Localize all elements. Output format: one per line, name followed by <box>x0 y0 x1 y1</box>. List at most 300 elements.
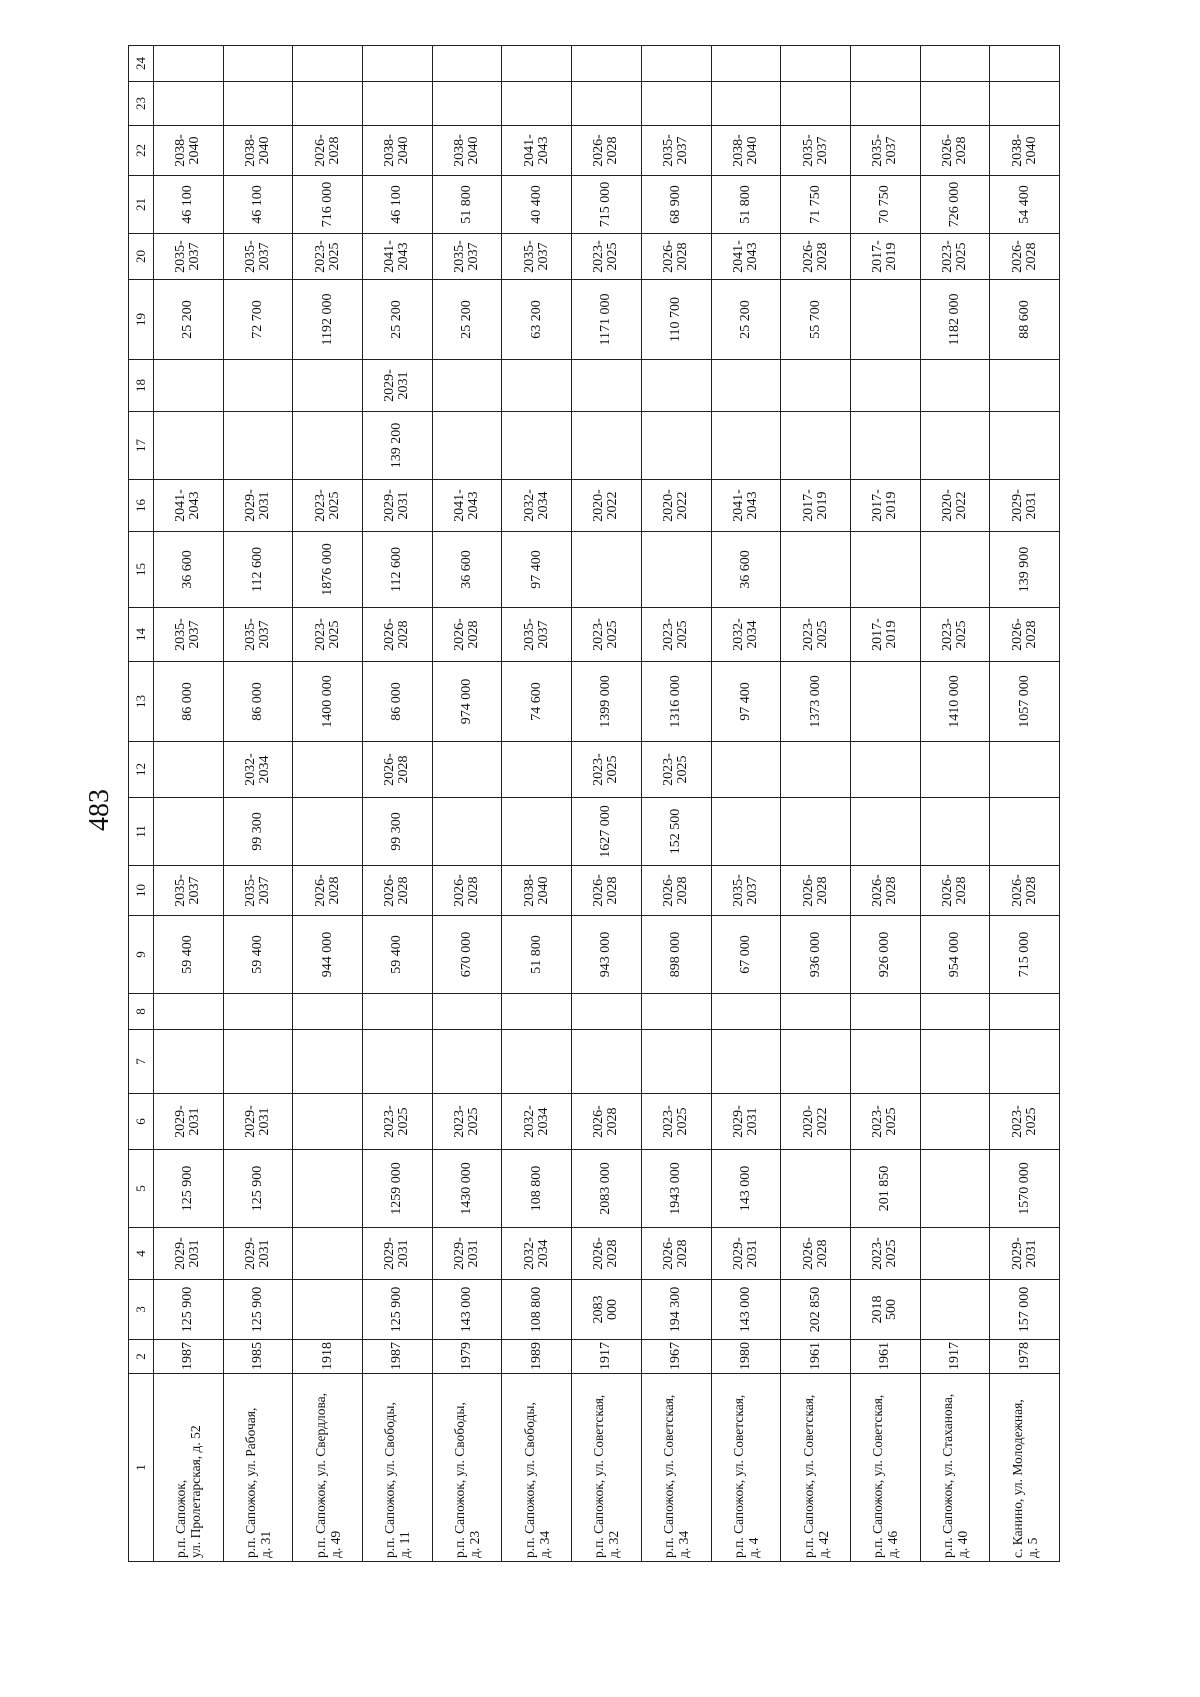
table-cell <box>920 1030 990 1094</box>
table-cell <box>641 360 711 412</box>
table-cell <box>781 916 851 994</box>
cell-value: 25 200 <box>389 300 405 339</box>
table-cell <box>781 360 851 412</box>
cell-value: 143 000 <box>737 1286 753 1333</box>
column-header-24: 24 <box>129 46 154 82</box>
table-cell <box>223 360 293 412</box>
cell-value: 202 850 <box>807 1286 823 1333</box>
table-cell <box>920 176 990 234</box>
cell-value: 2023- 2025 <box>939 618 969 651</box>
table-cell <box>223 412 293 480</box>
table-cell <box>502 608 572 662</box>
cell-value: 1876 000 <box>319 543 335 596</box>
cell-value: 108 800 <box>528 1286 544 1333</box>
cell-value: 70 750 <box>877 185 893 224</box>
table-cell <box>711 1228 781 1280</box>
table-cell <box>363 532 433 608</box>
table-cell <box>154 1150 224 1228</box>
table-cell <box>432 1228 502 1280</box>
cell-value: 2029- 2031 <box>730 1105 760 1138</box>
cell-value: 125 900 <box>250 1165 266 1212</box>
cell-value: 51 800 <box>528 935 544 974</box>
cell-value: 1989 <box>528 1342 544 1370</box>
table-cell <box>920 480 990 532</box>
table-cell <box>502 1340 572 1374</box>
table-cell <box>572 1280 642 1340</box>
table-cell <box>711 742 781 798</box>
table-cell <box>502 480 572 532</box>
table-cell <box>154 360 224 412</box>
address-cell <box>920 1374 990 1562</box>
address-cell <box>572 1374 642 1562</box>
table-cell <box>850 480 920 532</box>
cell-value: 2017- 2019 <box>870 489 900 522</box>
cell-value: 2083 000 <box>598 1162 614 1215</box>
table-cell <box>641 46 711 82</box>
address-cell <box>432 1374 502 1562</box>
cell-value: 139 900 <box>1016 546 1032 593</box>
cell-value: 1400 000 <box>319 675 335 728</box>
table-cell <box>432 82 502 126</box>
column-header-18: 18 <box>129 360 154 412</box>
column-header-16: 16 <box>129 480 154 532</box>
table-cell <box>920 662 990 742</box>
table-cell <box>363 1094 433 1150</box>
cell-value: 97 400 <box>737 682 753 721</box>
table-cell <box>781 798 851 866</box>
table-cell <box>154 176 224 234</box>
table-cell <box>781 46 851 82</box>
cell-value: 194 300 <box>668 1286 684 1333</box>
table-row <box>223 46 293 1562</box>
cell-value: 2035- 2037 <box>243 874 273 907</box>
cell-value: 2038- 2040 <box>521 874 551 907</box>
table-cell <box>850 532 920 608</box>
cell-value: 1985 <box>250 1342 266 1370</box>
table-cell <box>781 994 851 1030</box>
table-cell <box>781 480 851 532</box>
table-cell <box>502 176 572 234</box>
cell-value: 2038- 2040 <box>452 134 482 167</box>
cell-value: 1399 000 <box>598 675 614 728</box>
table-cell <box>502 916 572 994</box>
cell-value: 46 100 <box>389 185 405 224</box>
table-cell <box>293 176 363 234</box>
table-cell <box>293 480 363 532</box>
table-cell <box>154 532 224 608</box>
cell-value: 1316 000 <box>668 675 684 728</box>
table-cell <box>432 1340 502 1374</box>
table-cell <box>432 742 502 798</box>
column-header-7: 7 <box>129 1030 154 1094</box>
table-cell <box>781 1228 851 1280</box>
address-cell <box>990 1374 1060 1562</box>
table-cell <box>223 176 293 234</box>
table-cell <box>293 608 363 662</box>
table-row <box>363 46 433 1562</box>
table-cell <box>572 176 642 234</box>
cell-value: 125 900 <box>389 1286 405 1333</box>
table-cell <box>432 46 502 82</box>
table-cell <box>850 608 920 662</box>
cell-value: 2032- 2034 <box>521 489 551 522</box>
table-cell <box>432 480 502 532</box>
cell-value: 2023- 2025 <box>661 618 691 651</box>
address-cell <box>850 1374 920 1562</box>
table-cell <box>293 234 363 280</box>
table-cell <box>920 916 990 994</box>
table-cell <box>850 798 920 866</box>
column-header-12: 12 <box>129 742 154 798</box>
column-header-15: 15 <box>129 532 154 608</box>
cell-value: 54 400 <box>1016 185 1032 224</box>
table-cell <box>502 1228 572 1280</box>
column-header-5: 5 <box>129 1150 154 1228</box>
cell-value: 2026- 2028 <box>452 874 482 907</box>
table-cell <box>154 994 224 1030</box>
cell-value: 1917 <box>946 1342 962 1370</box>
table-cell <box>432 662 502 742</box>
cell-value: 2026- 2028 <box>1009 240 1039 273</box>
table-cell <box>432 608 502 662</box>
cell-value: 2017- 2019 <box>870 240 900 273</box>
table-cell <box>363 1030 433 1094</box>
rotated-table-wrapper <box>128 57 1060 1562</box>
table-cell <box>990 46 1060 82</box>
cell-value: 99 300 <box>389 812 405 851</box>
table-row <box>502 46 572 1562</box>
table-cell <box>990 866 1060 916</box>
cell-value: 936 000 <box>807 931 823 978</box>
table-cell <box>850 1094 920 1150</box>
table-cell <box>154 1094 224 1150</box>
table-cell <box>850 1228 920 1280</box>
table-cell <box>990 742 1060 798</box>
cell-value: 1627 000 <box>598 805 614 858</box>
cell-value: 2023- 2025 <box>870 1237 900 1270</box>
table-cell <box>781 176 851 234</box>
table-cell <box>572 360 642 412</box>
cell-value: 36 600 <box>180 550 196 589</box>
cell-value: 1987 <box>389 1342 405 1370</box>
cell-value: 2023- 2025 <box>382 1105 412 1138</box>
table-cell <box>154 608 224 662</box>
table-cell <box>502 742 572 798</box>
table-cell <box>781 1280 851 1340</box>
table-cell <box>641 1280 711 1340</box>
table-cell <box>572 798 642 866</box>
cell-value: 2035- 2037 <box>173 240 203 273</box>
table-cell <box>572 608 642 662</box>
table-cell <box>432 532 502 608</box>
cell-value: 2026- 2028 <box>661 240 691 273</box>
table-cell <box>502 1094 572 1150</box>
cell-value: 2026- 2028 <box>312 874 342 907</box>
table-cell <box>990 176 1060 234</box>
address-cell <box>154 1374 224 1562</box>
table-cell <box>572 866 642 916</box>
cell-value: 2041- 2043 <box>452 489 482 522</box>
table-cell <box>223 916 293 994</box>
table-row <box>990 46 1060 1562</box>
cell-value: 51 800 <box>459 185 475 224</box>
table-cell <box>293 412 363 480</box>
cell-value: 943 000 <box>598 931 614 978</box>
table-cell <box>154 1280 224 1340</box>
table-cell <box>641 1340 711 1374</box>
table-cell <box>154 412 224 480</box>
cell-value: 25 200 <box>180 300 196 339</box>
table-cell <box>223 126 293 176</box>
address-cell <box>711 1374 781 1562</box>
cell-value: 1259 000 <box>389 1162 405 1215</box>
cell-value: 2026- 2028 <box>312 134 342 167</box>
table-cell <box>850 1030 920 1094</box>
table-cell <box>641 532 711 608</box>
table-cell <box>502 280 572 360</box>
cell-value: 2038- 2040 <box>1009 134 1039 167</box>
cell-value: 2041- 2043 <box>382 240 412 273</box>
table-cell <box>572 742 642 798</box>
table-cell <box>920 360 990 412</box>
column-header-13: 13 <box>129 662 154 742</box>
cell-value: 2029- 2031 <box>382 369 412 402</box>
header-row <box>129 46 154 1562</box>
table-cell <box>223 608 293 662</box>
table-cell <box>502 866 572 916</box>
table-cell <box>781 1094 851 1150</box>
column-header-22: 22 <box>129 126 154 176</box>
table-cell <box>293 1280 363 1340</box>
cell-value: р.п. Сапожок, ул. Свободы, д. 23 <box>452 1402 483 1558</box>
cell-value: 2026- 2028 <box>382 874 412 907</box>
cell-value: 2026- 2028 <box>800 240 830 273</box>
cell-value: 2020- 2022 <box>661 489 691 522</box>
table-cell <box>293 280 363 360</box>
cell-value: р.п. Сапожок, ул. Советская, д. 34 <box>661 1394 692 1558</box>
table-cell <box>363 798 433 866</box>
table-cell <box>223 1340 293 1374</box>
table-cell <box>920 412 990 480</box>
table-cell <box>711 234 781 280</box>
cell-value: 974 000 <box>459 678 475 725</box>
table-cell <box>223 1030 293 1094</box>
cell-value: 2026- 2028 <box>1009 874 1039 907</box>
table-cell <box>572 1228 642 1280</box>
table-cell <box>711 1340 781 1374</box>
address-cell <box>293 1374 363 1562</box>
table-cell <box>154 1030 224 1094</box>
cell-value: 1961 <box>877 1342 893 1370</box>
cell-value: 2035- 2037 <box>661 134 691 167</box>
cell-value: 1987 <box>180 1342 196 1370</box>
table-cell <box>781 280 851 360</box>
cell-value: 2023- 2025 <box>800 618 830 651</box>
cell-value: 1192 000 <box>319 293 335 346</box>
table-cell <box>154 480 224 532</box>
table-cell <box>850 126 920 176</box>
table-cell <box>781 608 851 662</box>
cell-value: 1430 000 <box>459 1162 475 1215</box>
table-cell <box>920 82 990 126</box>
cell-value: 2038- 2040 <box>243 134 273 167</box>
table-cell <box>920 280 990 360</box>
table-cell <box>711 82 781 126</box>
table-cell <box>711 532 781 608</box>
table-cell <box>711 866 781 916</box>
column-header-8: 8 <box>129 994 154 1030</box>
table-cell <box>641 480 711 532</box>
cell-value: 2026- 2028 <box>661 1237 691 1270</box>
cell-value: 2032- 2034 <box>730 618 760 651</box>
cell-value: 2026- 2028 <box>591 1105 621 1138</box>
table-cell <box>572 280 642 360</box>
cell-value: 1182 000 <box>946 293 962 346</box>
cell-value: 2041- 2043 <box>173 489 203 522</box>
table-cell <box>990 480 1060 532</box>
table-cell <box>711 126 781 176</box>
table-cell <box>363 608 433 662</box>
column-header-21: 21 <box>129 176 154 234</box>
table-cell <box>572 994 642 1030</box>
table-cell <box>641 662 711 742</box>
table-cell <box>711 412 781 480</box>
table-cell <box>363 866 433 916</box>
cell-value: 1918 <box>319 1342 335 1370</box>
cell-value: 25 200 <box>459 300 475 339</box>
table-cell <box>711 46 781 82</box>
table-cell <box>154 280 224 360</box>
cell-value: 152 500 <box>668 808 684 855</box>
table-cell <box>711 994 781 1030</box>
cell-value: 2029- 2031 <box>730 1237 760 1270</box>
cell-value: 2035- 2037 <box>730 874 760 907</box>
cell-value: 2035- 2037 <box>173 874 203 907</box>
table-cell <box>781 662 851 742</box>
table-cell <box>781 412 851 480</box>
table-cell <box>850 234 920 280</box>
table-cell <box>363 994 433 1030</box>
table-cell <box>432 1280 502 1340</box>
table-cell <box>990 994 1060 1030</box>
cell-value: 2029- 2031 <box>173 1237 203 1270</box>
table-cell <box>990 1030 1060 1094</box>
cell-value: 201 850 <box>877 1165 893 1212</box>
table-cell <box>920 234 990 280</box>
table-cell <box>641 234 711 280</box>
table-cell <box>711 798 781 866</box>
cell-value: 1980 <box>737 1342 753 1370</box>
table-cell <box>154 916 224 994</box>
table-cell <box>154 46 224 82</box>
table-cell <box>502 994 572 1030</box>
table-cell <box>293 1340 363 1374</box>
table-cell <box>990 532 1060 608</box>
table-cell <box>920 532 990 608</box>
cell-value: 670 000 <box>459 931 475 978</box>
table-cell <box>293 1094 363 1150</box>
cell-value: 1410 000 <box>946 675 962 728</box>
table-cell <box>293 532 363 608</box>
cell-value: 2038- 2040 <box>173 134 203 167</box>
cell-value: 108 800 <box>528 1165 544 1212</box>
cell-value: 125 900 <box>180 1286 196 1333</box>
table-cell <box>641 1228 711 1280</box>
table-cell <box>363 916 433 994</box>
cell-value: 2026- 2028 <box>1009 618 1039 651</box>
table-cell <box>990 412 1060 480</box>
cell-value: 2029- 2031 <box>382 489 412 522</box>
table-cell <box>850 1150 920 1228</box>
table-cell <box>641 994 711 1030</box>
cell-value: 1967 <box>668 1342 684 1370</box>
table-cell <box>363 1228 433 1280</box>
cell-value: 2023- 2025 <box>312 618 342 651</box>
table-cell <box>363 46 433 82</box>
cell-value: 86 000 <box>180 682 196 721</box>
table-cell <box>293 82 363 126</box>
table-cell <box>850 916 920 994</box>
table-cell <box>850 742 920 798</box>
table-row <box>154 46 224 1562</box>
table-cell <box>293 360 363 412</box>
table-cell <box>920 126 990 176</box>
table-cell <box>850 866 920 916</box>
cell-value: 46 100 <box>250 185 266 224</box>
cell-value: 59 400 <box>250 935 266 974</box>
table-cell <box>502 1280 572 1340</box>
table-cell <box>920 1340 990 1374</box>
table-cell <box>432 360 502 412</box>
cell-value: р.п. Сапожок, ул. Советская, д. 32 <box>591 1394 622 1558</box>
cell-value: 110 700 <box>668 297 684 342</box>
table-cell <box>572 1340 642 1374</box>
table-cell <box>154 234 224 280</box>
address-cell <box>502 1374 572 1562</box>
table-cell <box>990 1150 1060 1228</box>
table-row <box>781 46 851 1562</box>
table-cell <box>641 798 711 866</box>
table-cell <box>502 1150 572 1228</box>
table-cell <box>293 1030 363 1094</box>
table-cell <box>154 1228 224 1280</box>
table-cell <box>223 1094 293 1150</box>
cell-value: 1979 <box>459 1342 475 1370</box>
cell-value: 2020- 2022 <box>939 489 969 522</box>
cell-value: с. Канино, ул. Молодежная, д. 5 <box>1009 1399 1040 1558</box>
cell-value: 2017- 2019 <box>800 489 830 522</box>
column-header-17: 17 <box>129 412 154 480</box>
cell-value: 1171 000 <box>598 293 614 346</box>
table-cell <box>293 662 363 742</box>
cell-value: 2023- 2025 <box>661 753 691 786</box>
column-header-9: 9 <box>129 916 154 994</box>
table-cell <box>920 994 990 1030</box>
cell-value: 1917 <box>598 1342 614 1370</box>
table-cell <box>293 916 363 994</box>
table-cell <box>990 234 1060 280</box>
cell-value: 2018 500 <box>870 1295 900 1324</box>
cell-value: 2029- 2031 <box>243 1105 273 1138</box>
table-cell <box>641 280 711 360</box>
address-cell <box>781 1374 851 1562</box>
table-cell <box>154 866 224 916</box>
table-cell <box>572 1150 642 1228</box>
cell-value: р.п. Сапожок, ул. Стаханова, д. 40 <box>939 1393 970 1558</box>
table-cell <box>432 866 502 916</box>
table-cell <box>641 1030 711 1094</box>
table-cell <box>781 532 851 608</box>
